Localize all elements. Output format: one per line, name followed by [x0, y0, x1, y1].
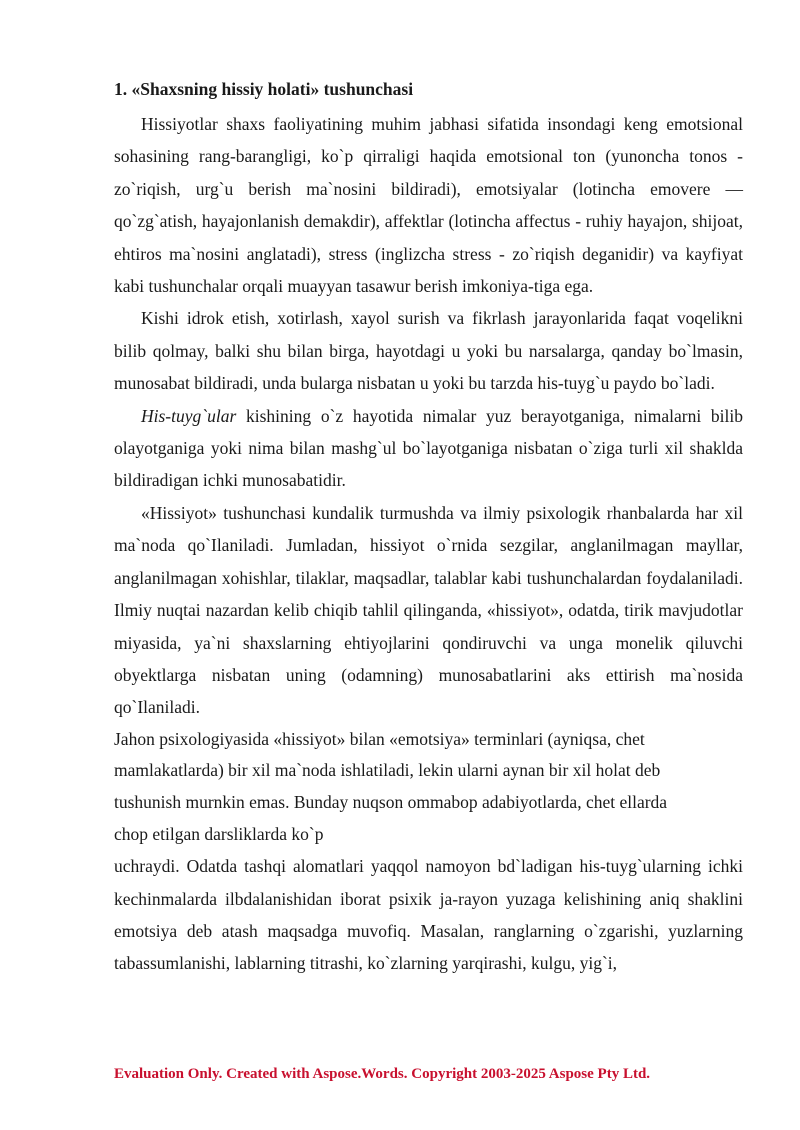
paragraph-3-text: kishining o`z hayotida nimalar yuz berayotganiga, nimalarni bilib olayotganiga yoki nima bilan mashg`ul bo`layotganiga nisbatan o`ziga turli xil shaklda bildiradigan ichki munosabatidir. — [114, 405, 743, 491]
term-his-tuygular: His-tuyg`ular — [141, 405, 237, 426]
paragraph-6: uchraydi. Odatda tashqi alomatlari yaqqol namoyon bd`ladigan his-tuyg`ularning ichki kechinmalarda ilbdalanishidan iborat psixik ja-rayon yuzaga kelishining aniq shaklini emotsiya deb atash maqsadga muvofiq. Masalan, ranglarning o`zgarishi, yuzlarning tabassumlanishi, lablarning titrashi, ko`zlarning yarqirashi, kulgu, yig`i, — [114, 856, 743, 974]
paragraph-5-line-2: mamlakatlarda) bir xil ma`noda ishlatiladi, lekin ularni aynan bir xil holat deb — [114, 760, 661, 781]
paragraph-5-line-4: chop etilgan darsliklarda ko`p — [114, 823, 324, 844]
paragraph-1: Hissiyotlar shaxs faoliyatining muhim jabhasi sifatida insondagi keng emotsional sohasining rang-barangligi, ko`p qirraligi haqida emotsional ton (yunoncha tonos - zo`riqish, urg`u berish ma`nosini bildiradi), emotsiyalar (lotincha emovere — qo`zg`atish, hayajonlanish demakdir), affektlar (lotincha affectus - ruhiy hayajon, shijoat, ehtiros ma`nosini anglatadi), stress (inglizcha stress - zo`riqish deganidir) va kayfiyat kabi tushunchalar orqali muayyan tasawur berish imkoniya-tiga ega. — [114, 114, 743, 297]
section-heading: 1. «Shaxsning hissiy holati» tushunchasi — [114, 79, 414, 99]
paragraph-5-line-1: Jahon psixologiyasida «hissiyot» bilan «emotsiya» terminlari (ayniqsa, chet — [114, 728, 645, 749]
evaluation-watermark: Evaluation Only. Created with Aspose.Words. Copyright 2003-2025 Aspose Pty Ltd. — [114, 1066, 651, 1082]
paragraph-4: «Hissiyot» tushunchasi kundalik turmushda va ilmiy psixologik rhanbalarda har xil ma`noda qo`Ilaniladi. Jumladan, hissiyot o`rnida sezgilar, anglanilmagan mayllar, anglanilmagan xohishlar, tilaklar, maqsadlar, talablar kabi tushunchalardan foydalaniladi. Ilmiy nuqtai nazardan kelib chiqib tahlil qilinganda, «hissiyot», odatda, tirik mavjudotlar miyasida, ya`ni shaxslarning ehtiyojlarini qondiruvchi va unga monelik qiluvchi obyektlarga nisbatan uning (odamning) munosabatlarini aks ettirish ma`nosida qo`Ilaniladi. — [114, 502, 743, 718]
paragraph-5 — [114, 724, 743, 850]
paragraph-2: Kishi idrok etish, xotirlash, xayol surish va fikrlash jarayonlarida faqat voqelikni bilib qolmay, balki shu bilan birga, hayotdagi u yoki bu narsalarga, qanday bo`lmasin, munosabat bildiradi, unda bularga nisbatan u yoki bu tarzda his-tuyg`u paydo bo`ladi. — [114, 308, 743, 394]
document-body — [114, 108, 743, 980]
paragraph-5-line-3: tushunish murnkin emas. Bunday nuqson ommabop adabiyotlarda, chet ellarda — [114, 791, 668, 812]
paragraph-3 — [114, 400, 743, 497]
